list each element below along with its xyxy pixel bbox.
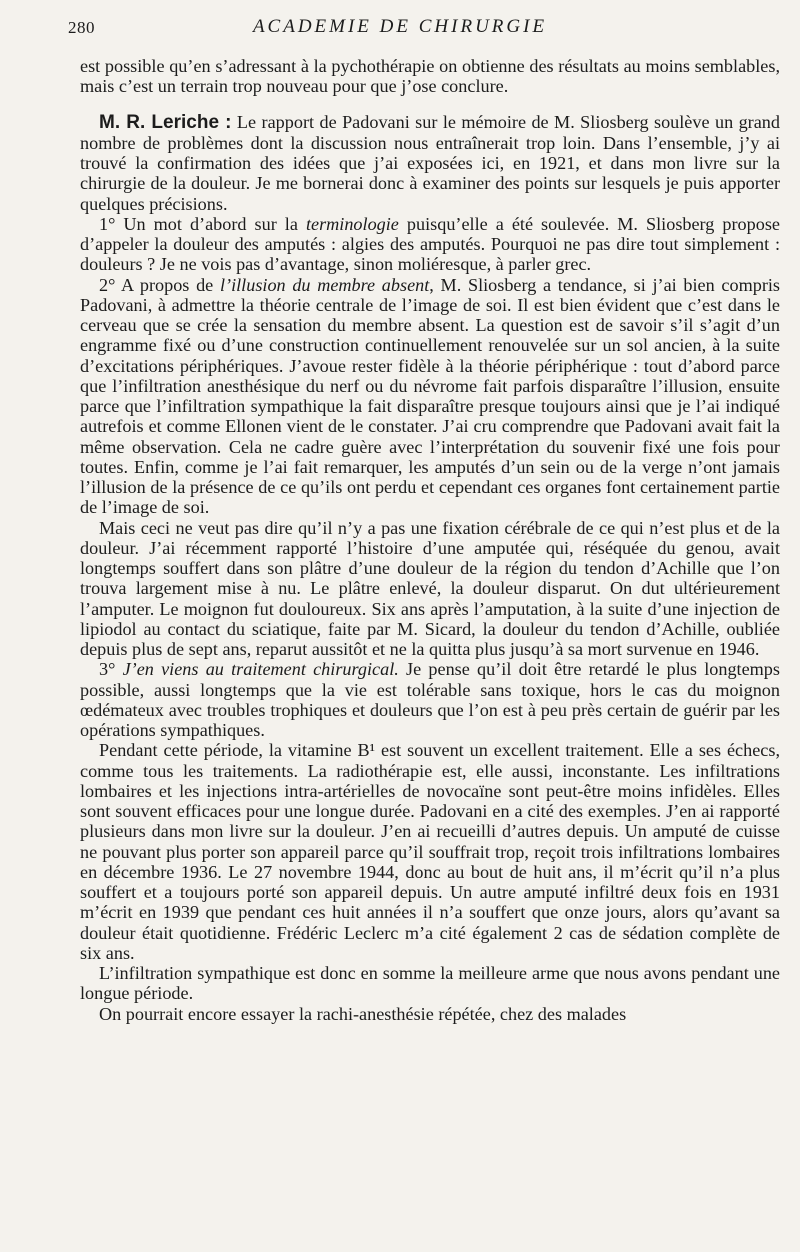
paragraph bbox=[80, 275, 780, 518]
text-segment: 2° A propos de bbox=[99, 274, 220, 295]
italic-term: J’en viens au traitement chirurgical. bbox=[122, 659, 399, 680]
text-segment: L’infiltration sympathique est donc en somme la meilleure arme que nous avons pendant une longue période. bbox=[80, 963, 780, 1004]
speaker-name: M. R. Leriche : bbox=[99, 111, 232, 133]
text-segment: Le rapport de Padovani sur le mémoire de M. Sliosberg soulève un grand nombre de problèmes dont la discussion nous entraînerait trop loin. Dans l’ensemble, j’y ai trouvé la confirmation des idées que j’ai exposées ici, en 1921, et dans mon livre sur la chirurgie de la douleur. Je me bornerai donc à examiner des points sur lesquels je puis apporter quelques précisions. bbox=[80, 111, 780, 214]
body-text bbox=[80, 56, 780, 1024]
text-segment: est possible qu’en s’adressant à la pychothérapie on obtienne des résultats au moins semblables, mais c’est un terrain trop nouveau pour que j’ose conclure. bbox=[80, 56, 780, 97]
paragraph bbox=[80, 518, 780, 660]
text-segment: On pourrait encore essayer la rachi-anesthésie répétée, chez des malades bbox=[99, 1003, 627, 1024]
running-head: ACADEMIE DE CHIRURGIE bbox=[252, 16, 548, 37]
paragraph bbox=[80, 214, 780, 275]
paragraph bbox=[80, 56, 780, 97]
page-number: 280 bbox=[68, 18, 95, 37]
text-segment: 1° Un mot d’abord sur la bbox=[99, 213, 306, 234]
text-segment: Je pense qu’il doit être retardé le plus longtemps possible, aussi longtemps que la vie est tolérable sans toxique, hors le cas du moignon œdémateux avec troubles trophiques et douleurs que l’on est à peu près certain de guérir par les opérations sympathiques. bbox=[80, 659, 780, 740]
paragraph bbox=[80, 112, 780, 214]
italic-term: terminologie bbox=[305, 213, 399, 234]
paragraph bbox=[80, 659, 780, 740]
text-segment: , M. Sliosberg a tendance, si j’ai bien compris Padovani, à admettre la théorie centrale de l’image de soi. Il est bien évident que c’est dans le cerveau que se crée la sensation du membre absent. La question est de savoir s’il s’agit d’un engramme fixé ou d’une construction continuellement renouvelée sur un sol ancien, à la suite d’excitations périphériques. J’avoue rester fidèle à la théorie périphérique : tout d’abord parce que l’infiltration anesthésique du nerf ou du névrome fait parfois disparaître l’illusion, ensuite parce que l’infiltration sympathique la fait disparaître presque toujours ainsi que je l’ai indiqué autrefois et comme Ellonen vient de le constater. J’ai cru comprendre que Padovani avait fait la même observation. Cela ne cadre guère avec l’interprétation du souvenir fixé une fois pour toutes. Enfin, comme je l’ai fait remarquer, les amputés d’un sein ou de la verge n’ont jamais l’illusion de la présence de ce qu’ils ont perdu et cependant ces organes font certainement partie de l’image de soi. bbox=[80, 274, 781, 518]
italic-term: l’illusion du membre absent bbox=[219, 274, 430, 295]
text-segment: Pendant cette période, la vitamine B¹ est souvent un excellent traitement. Elle a ses échecs, comme tous les traitements. La radiothérapie est, elle aussi, inconstante. Les infiltrations lombaires et les injections intra-artérielles de novocaïne sont peut-être moins infidèles. Elles sont souvent efficaces pour une longue durée. Padovani en a cité des exemples. J’en ai rapporté plusieurs dans mon livre sur la douleur. J’en ai recueilli d’autres depuis. Un amputé de cuisse ne pouvant plus porter son appareil parce qu’il souffrait trop, reçoit trois infiltrations lombaires en décembre 1936. Le 27 novembre 1944, donc au bout de huit ans, il m’écrit qu’il n’a plus souffert et a toujours porté son appareil depuis. Un autre amputé infiltré deux fois en 1931 m’écrit en 1939 que pendant ces huit années il n’a souffert que onze jours, alors qu’avant sa douleur était quotidienne. Frédéric Leclerc m’a cité également 2 cas de sédation complète de six ans. bbox=[80, 740, 780, 963]
paragraph bbox=[80, 740, 780, 963]
paragraph bbox=[80, 1004, 780, 1024]
text-segment: 3° bbox=[99, 659, 123, 680]
page-header bbox=[68, 14, 732, 42]
text-segment: Mais ceci ne veut pas dire qu’il n’y a pas une fixation cérébrale de ce qui n’est plus et de la douleur. J’ai récemment rapporté l’histoire d’une amputée qui, réséquée du genou, avait longtemps souffert dans son plâtre d’une douleur de la région du tendon d’Achille que l’on trouva largement mise à nu. Le plâtre enlevé, la douleur disparut. On dut ultérieurement l’amputer. Le moignon fut douloureux. Six ans après l’amputation, à la suite d’une injection de lipiodol au contact du sciatique, faite par M. Sicard, la douleur du tendon d’Achille, oubliée depuis plus de sept ans, reparut aussitôt et ne la quitta plus jusqu’à sa mort survenue en 1946. bbox=[80, 517, 780, 659]
text-segment: puisqu’elle a été soulevée. M. Sliosberg propose d’appeler la douleur des amputés : algies des amputés. Pourquoi ne pas dire tout simplement : douleurs ? Je ne vois pas d’avantage, sinon moliéresque, à parler grec. bbox=[80, 213, 780, 275]
paragraph bbox=[80, 963, 780, 1004]
